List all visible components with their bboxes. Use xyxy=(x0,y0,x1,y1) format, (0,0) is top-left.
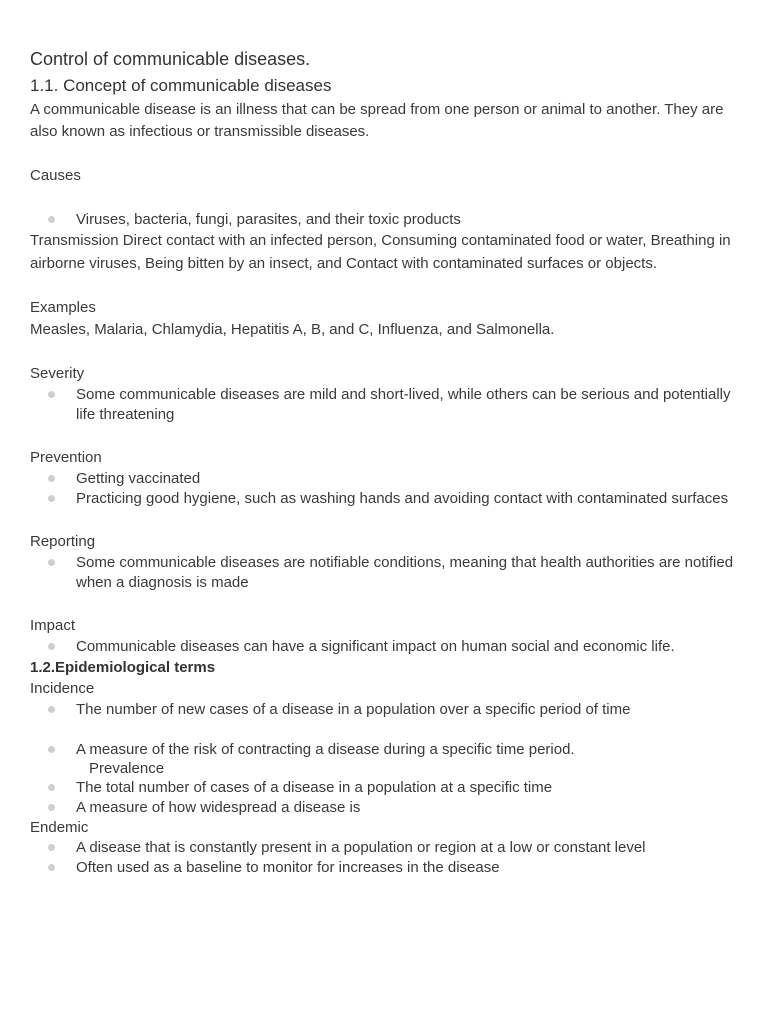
list-item xyxy=(30,700,740,720)
list-item-text: A disease that is constantly present in a population or region at a low or constant level xyxy=(76,839,646,856)
incidence-label: Incidence xyxy=(30,680,95,697)
prevalence-label: Prevalence xyxy=(89,760,165,777)
list-item-text: Some communicable diseases are notifiable conditions, meaning that health authorities are notified when a diagnosis is made xyxy=(76,554,734,591)
bullet-icon xyxy=(48,495,55,502)
bullet-icon xyxy=(48,216,55,223)
impact-list xyxy=(30,637,740,657)
list-item-text: Communicable diseases can have a significant impact on human social and economic life. xyxy=(76,638,675,655)
bullet-icon xyxy=(48,559,55,566)
list-item xyxy=(30,489,740,509)
bullet-icon xyxy=(48,784,55,791)
list-item-text: Some communicable diseases are mild and short-lived, while others can be serious and potentially life threatening xyxy=(76,386,731,423)
examples-text: Measles, Malaria, Chlamydia, Hepatitis A, B, and C, Influenza, and Salmonella. xyxy=(30,321,555,338)
endemic-label: Endemic xyxy=(30,819,89,836)
list-item xyxy=(30,469,740,489)
incidence-list-continued xyxy=(30,740,740,760)
examples-label: Examples xyxy=(30,299,96,316)
list-item-text: Getting vaccinated xyxy=(76,470,201,487)
document-body xyxy=(30,46,740,878)
bullet-icon xyxy=(48,864,55,871)
bullet-icon xyxy=(48,844,55,851)
list-item-text: The total number of cases of a disease in a population at a specific time xyxy=(76,779,553,796)
section-heading-concept: 1.1. Concept of communicable diseases xyxy=(30,76,332,95)
impact-label: Impact xyxy=(30,617,76,634)
prevention-label: Prevention xyxy=(30,449,102,466)
list-item xyxy=(30,858,740,878)
severity-label: Severity xyxy=(30,365,85,382)
bullet-icon xyxy=(48,706,55,713)
list-item-text: Practicing good hygiene, such as washing hands and avoiding contact with contaminated surfaces xyxy=(76,490,729,507)
causes-list xyxy=(30,210,740,230)
list-item xyxy=(30,210,740,230)
list-item xyxy=(30,553,740,593)
list-item-text: A measure of how widespread a disease is xyxy=(76,799,361,816)
list-item-text: Often used as a baseline to monitor for increases in the disease xyxy=(76,859,500,876)
list-item xyxy=(30,838,740,858)
list-item-text: A measure of the risk of contracting a disease during a specific time period. xyxy=(76,741,575,758)
bullet-icon xyxy=(48,391,55,398)
section-heading-epidemiological: 1.2.Epidemiological terms xyxy=(30,659,216,676)
causes-label: Causes xyxy=(30,167,81,184)
prevalence-list xyxy=(30,778,740,818)
bullet-icon xyxy=(48,804,55,811)
list-item xyxy=(30,798,740,818)
prevention-list xyxy=(30,469,740,509)
bullet-icon xyxy=(48,643,55,650)
severity-list xyxy=(30,385,740,425)
document-title: Control of communicable diseases. xyxy=(30,49,311,69)
reporting-label: Reporting xyxy=(30,533,96,550)
list-item-text: The number of new cases of a disease in a population over a specific period of time xyxy=(76,701,631,718)
bullet-icon xyxy=(48,475,55,482)
list-item-text: Viruses, bacteria, fungi, parasites, and their toxic products xyxy=(76,211,461,228)
list-item xyxy=(30,637,740,657)
transmission-paragraph: Transmission Direct contact with an infected person, Consuming contaminated food or water, Breathing in airborne viruses, Being bitten by an insect, and Contact with contaminated surfaces or objects. xyxy=(30,232,731,272)
list-item xyxy=(30,778,740,798)
list-item xyxy=(30,740,740,760)
bullet-icon xyxy=(48,746,55,753)
incidence-list xyxy=(30,700,740,720)
list-item xyxy=(30,385,740,425)
intro-paragraph: A communicable disease is an illness that can be spread from one person or animal to another. They are also known as infectious or transmissible diseases. xyxy=(30,101,724,140)
reporting-list xyxy=(30,553,740,593)
endemic-list xyxy=(30,838,740,878)
